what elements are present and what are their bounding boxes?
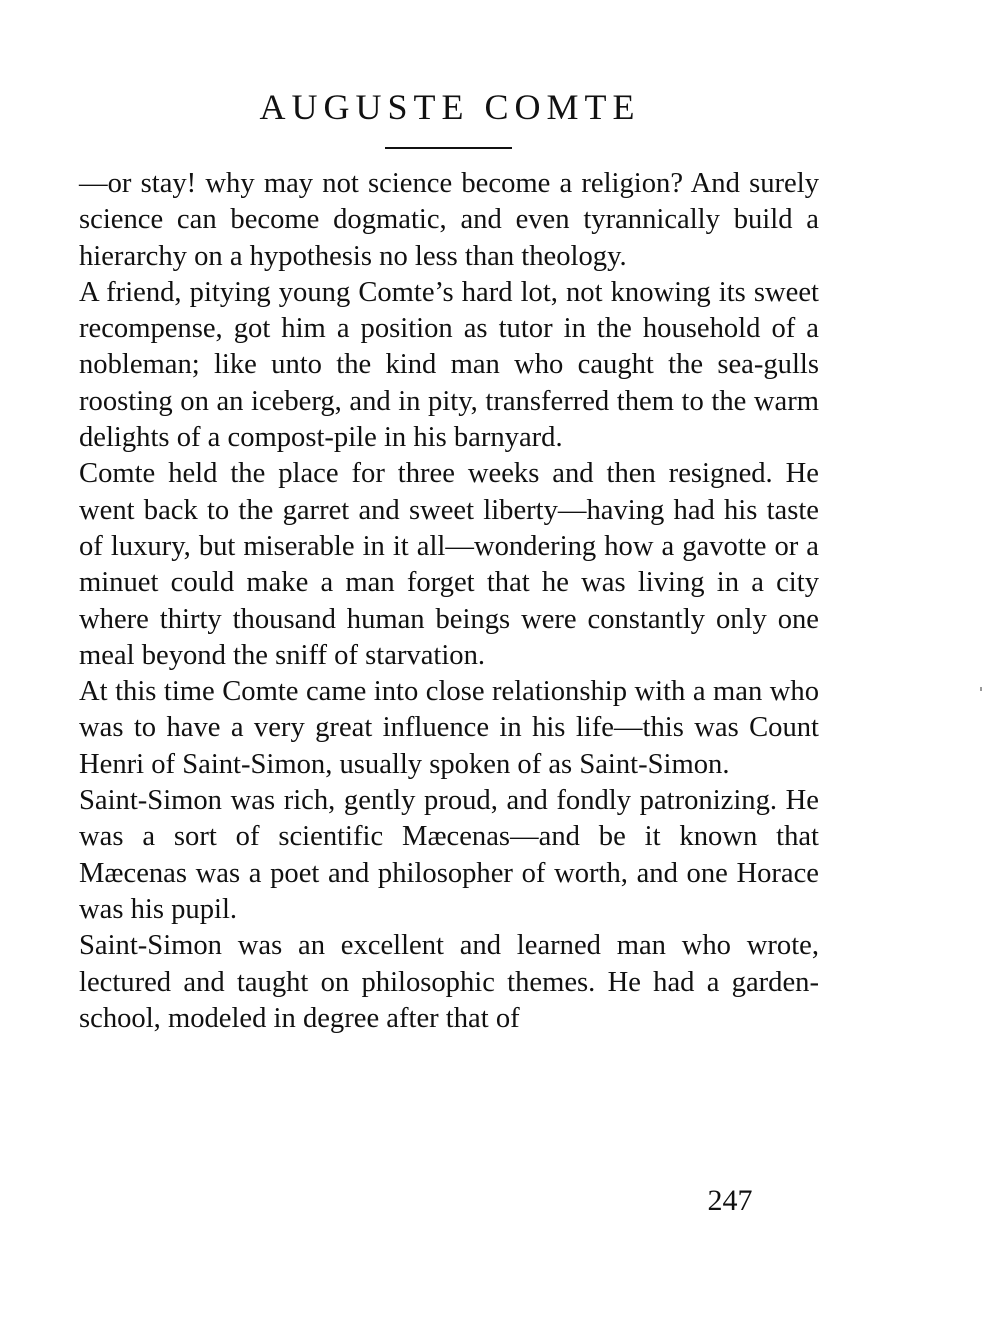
paragraph: At this time Comte came into close relationship with a man who was to have a very great influence in his life—this was Count Henri of Saint-Simon, usually spoken of as Saint-Simon. (79, 676, 819, 780)
page-number: 247 (707, 1184, 753, 1217)
paragraph: A friend, pitying young Comte’s hard lot, not knowing its sweet recompense, got him a position as tutor in the household of a nobleman; like unto the kind man who caught the sea-gulls roosting on an iceberg, and in pity, transferred them to the warm delights of a compost-pile in his barnyard. (79, 276, 819, 454)
body-text (79, 166, 819, 1037)
margin-mark (980, 687, 982, 691)
paragraph: Comte held the place for three weeks and then resigned. He went back to the garret and sweet liberty—having had his taste of luxury, but miserable in it all—wondering how a gavotte or a minuet could make a man forget that he was living in a city where thirty thousand human beings were constantly only one meal beyond the sniff of starvation. (79, 458, 819, 671)
paragraph: Saint-Simon was rich, gently proud, and fondly patronizing. He was a sort of scientific Mæcenas—and be it known that Mæcenas was a poet and philosopher of worth, and one Horace was his pupil. (79, 785, 819, 925)
header-rule (385, 147, 512, 149)
paragraph: —or stay! why may not science become a religion? And surely science can become dogmatic, and even tyrannically build a hierarchy on a hypothesis no less than theology. (79, 168, 819, 272)
paragraph: Saint-Simon was an excellent and learned man who wrote, lectured and taught on philosophic themes. He had a garden-school, modeled in degree after that of (79, 930, 819, 1034)
running-head: AUGUSTE COMTE (259, 87, 641, 127)
